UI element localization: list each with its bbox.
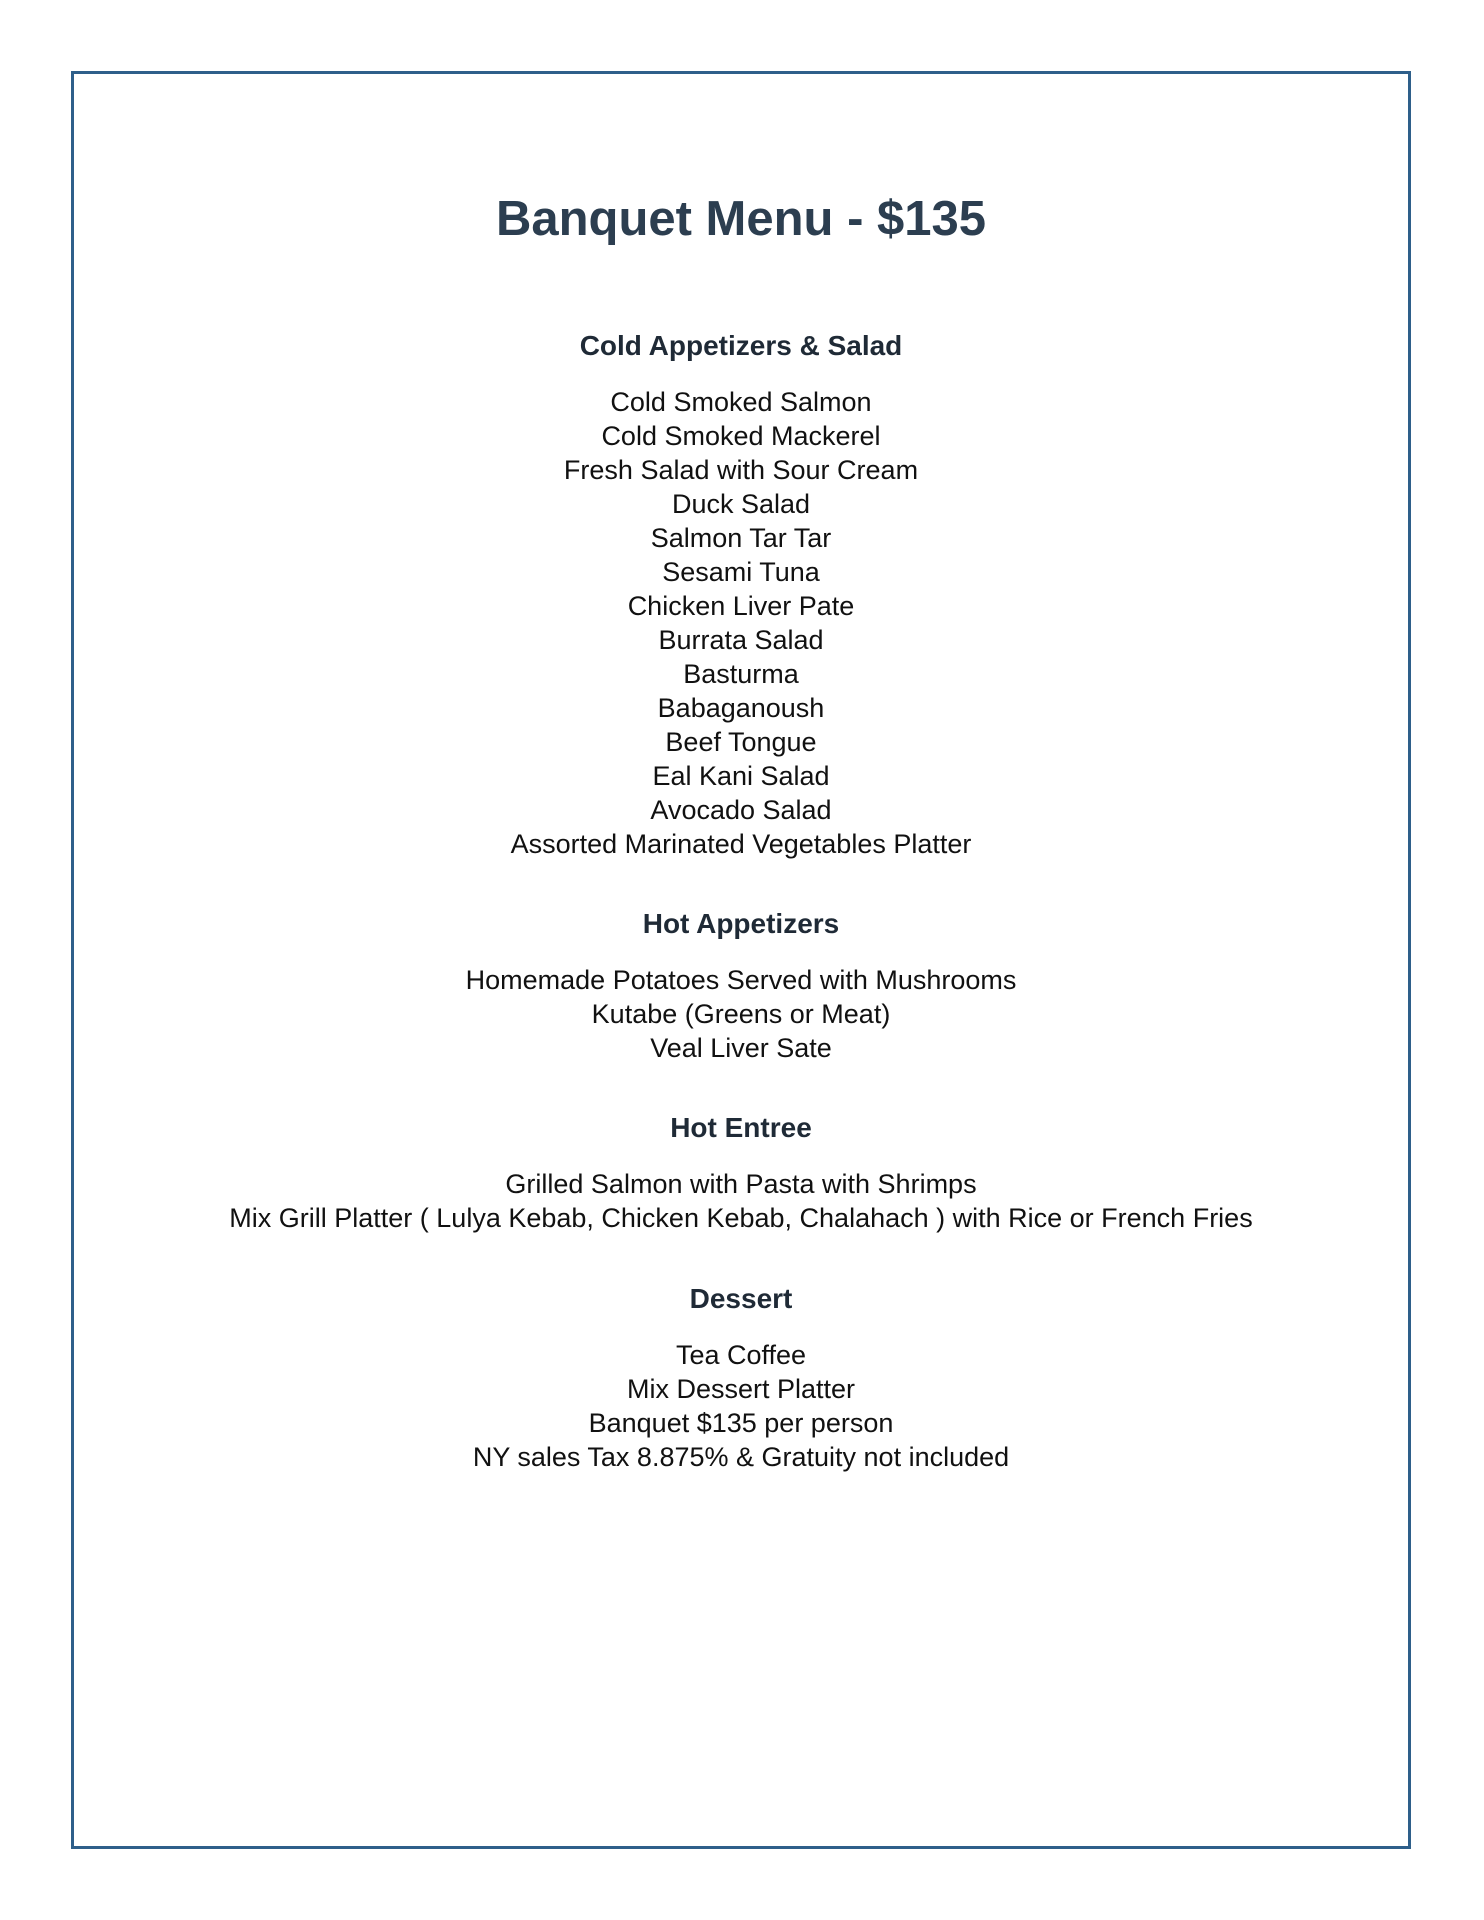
section-hot-entree: [74, 1111, 1408, 1235]
section-heading: Hot Appetizers: [642, 908, 840, 939]
menu-item: Homemade Potatoes Served with Mushrooms: [465, 965, 1017, 995]
item-list: [74, 963, 1408, 1065]
menu-item: Chicken Liver Pate: [627, 591, 855, 621]
page-title: Banquet Menu - $135: [495, 192, 987, 246]
section-heading: Dessert: [689, 1283, 793, 1314]
menu-item: Tea Coffee: [675, 1340, 807, 1370]
menu-item: Mix Dessert Platter: [626, 1374, 856, 1404]
menu-item: Eal Kani Salad: [652, 761, 830, 791]
item-list: [74, 1167, 1408, 1235]
section-heading: Cold Appetizers & Salad: [579, 330, 903, 361]
menu-item: Sesami Tuna: [662, 557, 820, 587]
menu-item: Beef Tongue: [665, 727, 817, 757]
menu-item: Grilled Salmon with Pasta with Shrimps: [505, 1169, 977, 1199]
menu-item: Salmon Tar Tar: [650, 523, 832, 553]
item-list: [74, 385, 1408, 861]
menu-item: Burrata Salad: [658, 625, 824, 655]
menu-item: Avocado Salad: [650, 795, 832, 825]
menu-item: Babaganoush: [657, 693, 825, 723]
menu-item: Kutabe (Greens or Meat): [591, 999, 891, 1029]
section-dessert: [74, 1282, 1408, 1474]
item-list: [74, 1338, 1408, 1474]
menu-item: Cold Smoked Salmon: [610, 387, 872, 417]
section-cold-appetizers: [74, 329, 1408, 861]
menu-item: Banquet $135 per person: [588, 1408, 894, 1438]
menu-item: Cold Smoked Mackerel: [601, 421, 881, 451]
menu-item: Duck Salad: [671, 489, 811, 519]
menu-item: Mix Grill Platter ( Lulya Kebab, Chicken Kebab, Chalahach ) with Rice or French Fries: [229, 1203, 1253, 1233]
menu-item: NY sales Tax 8.875% & Gratuity not included: [472, 1442, 1010, 1472]
menu-item: Assorted Marinated Vegetables Platter: [510, 829, 972, 859]
menu-frame: [71, 71, 1411, 1849]
menu-item: Basturma: [683, 659, 799, 689]
section-hot-appetizers: [74, 907, 1408, 1065]
section-heading: Hot Entree: [670, 1112, 812, 1143]
menu-item: Fresh Salad with Sour Cream: [563, 455, 919, 485]
menu-item: Veal Liver Sate: [650, 1033, 832, 1063]
